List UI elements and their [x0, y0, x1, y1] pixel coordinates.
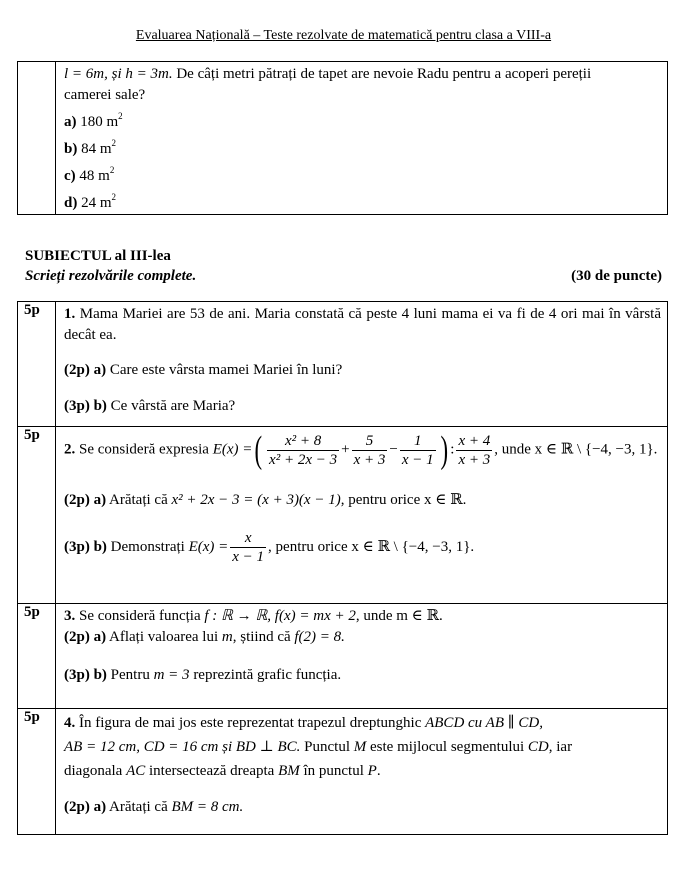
problem-4-body: 4. În figura de mai jos este reprezentat trapezul dreptunghic ABCD cu AB ∥ CD, AB = 12 cm, CD = 16 cm și BD ⊥ BC. Punctul M este mijlocul segmentului CD, iar diagonala AC intersectează dreapta BM în punctul P. (2p) a) Arătați că BM = 8 cm.	[56, 709, 668, 835]
fraction-3: $\frac{1}{x - 1}$	[401, 432, 434, 468]
top-problem-table	[17, 61, 668, 215]
top-problem-body	[56, 62, 668, 215]
top-question-line1: De câți metri pătrați de tapet are nevoie Radu pentru a acoperi pereții	[172, 66, 592, 82]
problem-row-1	[18, 302, 668, 427]
problem-1-body: 1. Mama Mariei are 53 de ani. Maria constată că peste 4 luni mama ei va fi de 4 ori mai în vârstă decât ea. (2p) a) Care este vârsta mamei Mariei în luni? (3p) b) Ce vârstă are Maria?	[56, 302, 668, 427]
problem-2-domain: , unde x ∈ ℝ \ {−4, −3, 1}.	[494, 441, 658, 458]
option-b: b) 84 $m^2$	[64, 138, 117, 157]
problem-row-4	[18, 709, 668, 835]
section-points: (30 de puncte)	[571, 268, 662, 284]
fraction-1: $\frac{\text{x² + 8}}{\text{x² + 2x − 3}}$	[269, 432, 338, 468]
top-question-line2: camerei sale?	[64, 87, 146, 103]
problem-2a-math: x² + 2x − 3 = (x + 3)(x − 1)	[171, 492, 341, 508]
section-title: SUBIECTUL al III-lea	[25, 248, 171, 264]
problem-2-body: 2. Se consideră expresia E(x) =( $\frac{\text{x² + 8}}{\text{x² + 2x − 3}}$ + $\frac{5}{x + 3}$ − $\frac{1}{x - 1}$ ) : $\frac{x + 4}{x + 3}$ , unde x ∈ ℝ \ {−4, −3, 1}. (2p) a) Arătați că x² + 2x − 3 = (x + 3)(x − 1), pentru orice x ∈ ℝ. (3p) b) Demonstrați E(x) = $\frac{x}{x - 1}$ , pentru orice x ∈ ℝ \ {−4, −3, 1}.	[56, 427, 668, 604]
problem-3-body: 3. Se consideră funcția f : ℝ → ℝ, f(x) = mx + 2, unde m ∈ ℝ. (2p) a) Aflați valoarea lui m, știind că f(2) = 8. (3p) b) Pentru m = 3 reprezintă grafic funcția.	[56, 604, 668, 709]
problem-4-points: 5p	[18, 709, 56, 835]
option-c: c) 48 $m^2$	[64, 165, 115, 184]
problem-row-3	[18, 604, 668, 709]
fraction-2: $\frac{5}{x + 3}$	[353, 432, 386, 468]
problem-1-points: 5p	[18, 302, 56, 427]
top-points-cell	[18, 62, 56, 215]
problem-2-points: 5p	[18, 427, 56, 604]
problem-1-text: Mama Mariei are 53 de ani. Maria constată că peste 4 luni mama ei va fi de 4 ori mai în vârstă decât ea.	[64, 306, 662, 343]
top-values: l = 6m, și h = 3m.	[64, 66, 173, 82]
problem-4a-math: BM = 8 cm.	[171, 799, 244, 815]
problem-1b-text: Ce vârstă are Maria?	[110, 398, 236, 414]
section-subtitle: Scrieți rezolvările complete.	[25, 268, 197, 284]
problem-3-function: f : ℝ → ℝ, f(x) = mx + 2	[204, 608, 356, 624]
page-header: Evaluarea Națională – Teste rezolvate de matematică pentru clasa a VIII-a	[135, 28, 552, 43]
problem-1a-text: Care este vârsta mamei Mariei în luni?	[109, 362, 343, 378]
expr-lhs: E(x) =	[212, 441, 253, 458]
option-d: d) 24 $m^2$	[64, 192, 117, 211]
problems-table	[17, 301, 668, 835]
problem-2-intro: Se consideră expresia	[79, 441, 209, 458]
problem-3-points: 5p	[18, 604, 56, 709]
fraction-4: $\frac{x + 4}{x + 3}$	[458, 432, 491, 468]
fraction-result: $\frac{x}{x - 1}$	[232, 530, 265, 565]
problem-row-2	[18, 427, 668, 604]
option-a: a) 180 $m^2$	[64, 111, 123, 130]
